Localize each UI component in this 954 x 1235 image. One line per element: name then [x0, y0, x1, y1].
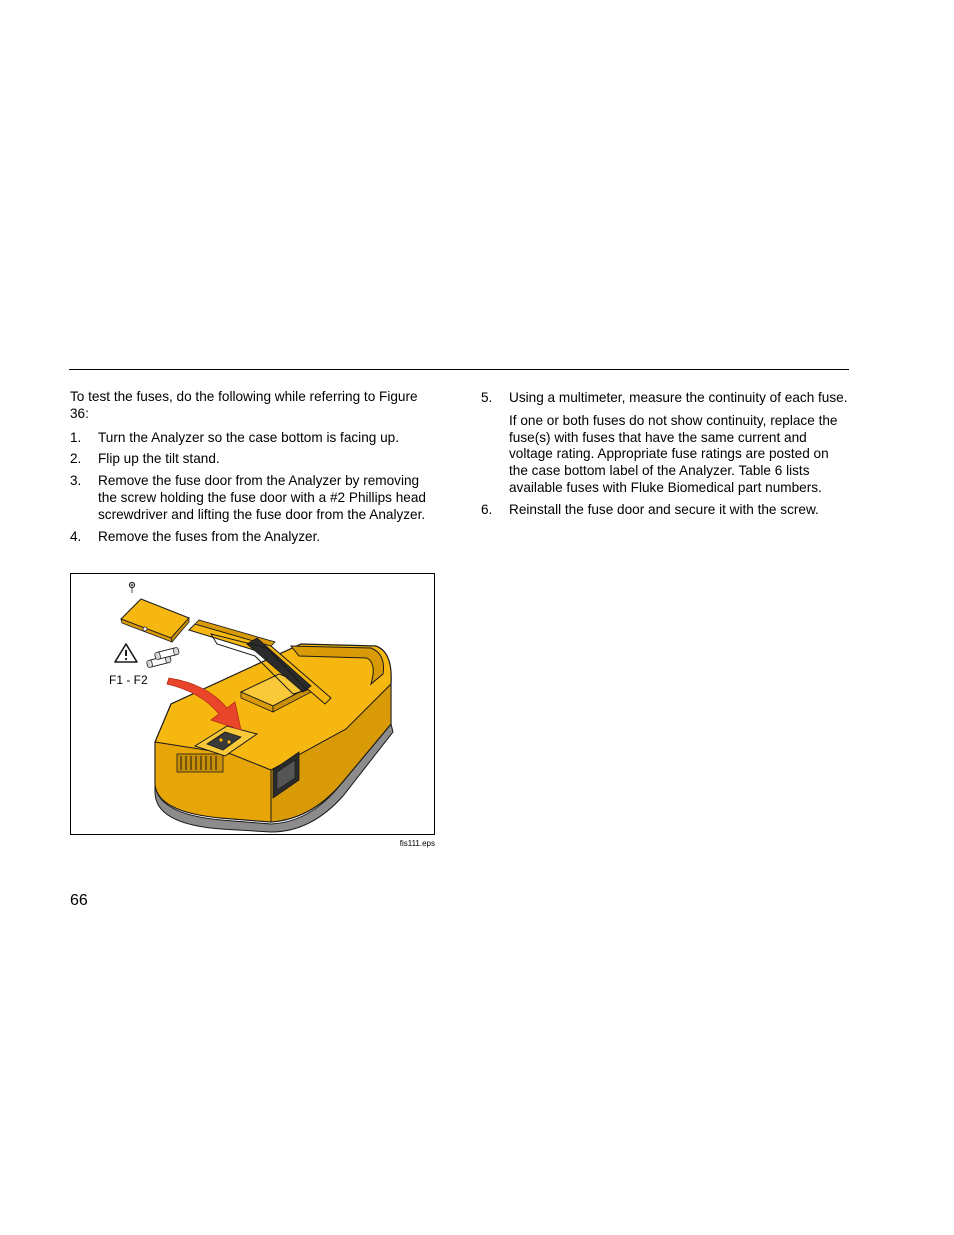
fuses-icon — [146, 647, 179, 668]
steps-list-left — [70, 430, 436, 546]
warning-icon — [115, 644, 137, 662]
left-column — [70, 389, 436, 550]
step-item — [70, 529, 436, 546]
step-text: Turn the Analyzer so the case bottom is facing up. — [98, 429, 399, 445]
analyzer-illustration — [71, 574, 434, 834]
header-rule — [69, 369, 849, 370]
step-text: Remove the fuse door from the Analyzer by removing the screw holding the fuse door with a #2 Phillips head screwdriver and lifting the fuse door from the Analyzer. — [98, 473, 426, 522]
step-number: 4. — [70, 528, 82, 544]
step-text: Flip up the tilt stand. — [98, 451, 220, 467]
figure-file-name: fis111.eps — [399, 839, 435, 848]
step-sub-paragraph: If one or both fuses do not show continuity, replace the fuse(s) with fuses that have the same current and voltage rating. Appropriate fuse ratings are posted on the case bottom label of the Analyzer. Table 6 lists available fuses with Fluke Biomedical part numbers. — [509, 412, 838, 495]
intro-paragraph: To test the fuses, do the following while referring to Figure 36: — [70, 389, 418, 421]
figure-36 — [70, 573, 435, 835]
fuse-label: F1 - F2 — [109, 673, 148, 687]
analyzer-case — [155, 644, 393, 832]
step-item — [70, 451, 436, 468]
fuse-door — [121, 599, 189, 642]
step-item — [70, 473, 436, 523]
step-number: 2. — [70, 451, 82, 467]
step-number: 5. — [481, 390, 493, 405]
step-item — [481, 502, 851, 519]
step-number: 1. — [70, 429, 82, 445]
step-number: 3. — [70, 473, 82, 489]
steps-list-right — [481, 390, 851, 519]
right-column — [481, 390, 851, 524]
step-item — [70, 430, 436, 447]
screw-icon — [129, 582, 134, 593]
step-number: 6. — [481, 501, 493, 517]
step-text: Using a multimeter, measure the continuity of each fuse. — [509, 390, 848, 405]
vent-grille — [177, 754, 223, 772]
step-item — [481, 390, 851, 497]
step-text: Reinstall the fuse door and secure it with the screw. — [509, 501, 819, 517]
step-text: Remove the fuses from the Analyzer. — [98, 528, 321, 544]
page-number: 66 — [70, 892, 88, 909]
